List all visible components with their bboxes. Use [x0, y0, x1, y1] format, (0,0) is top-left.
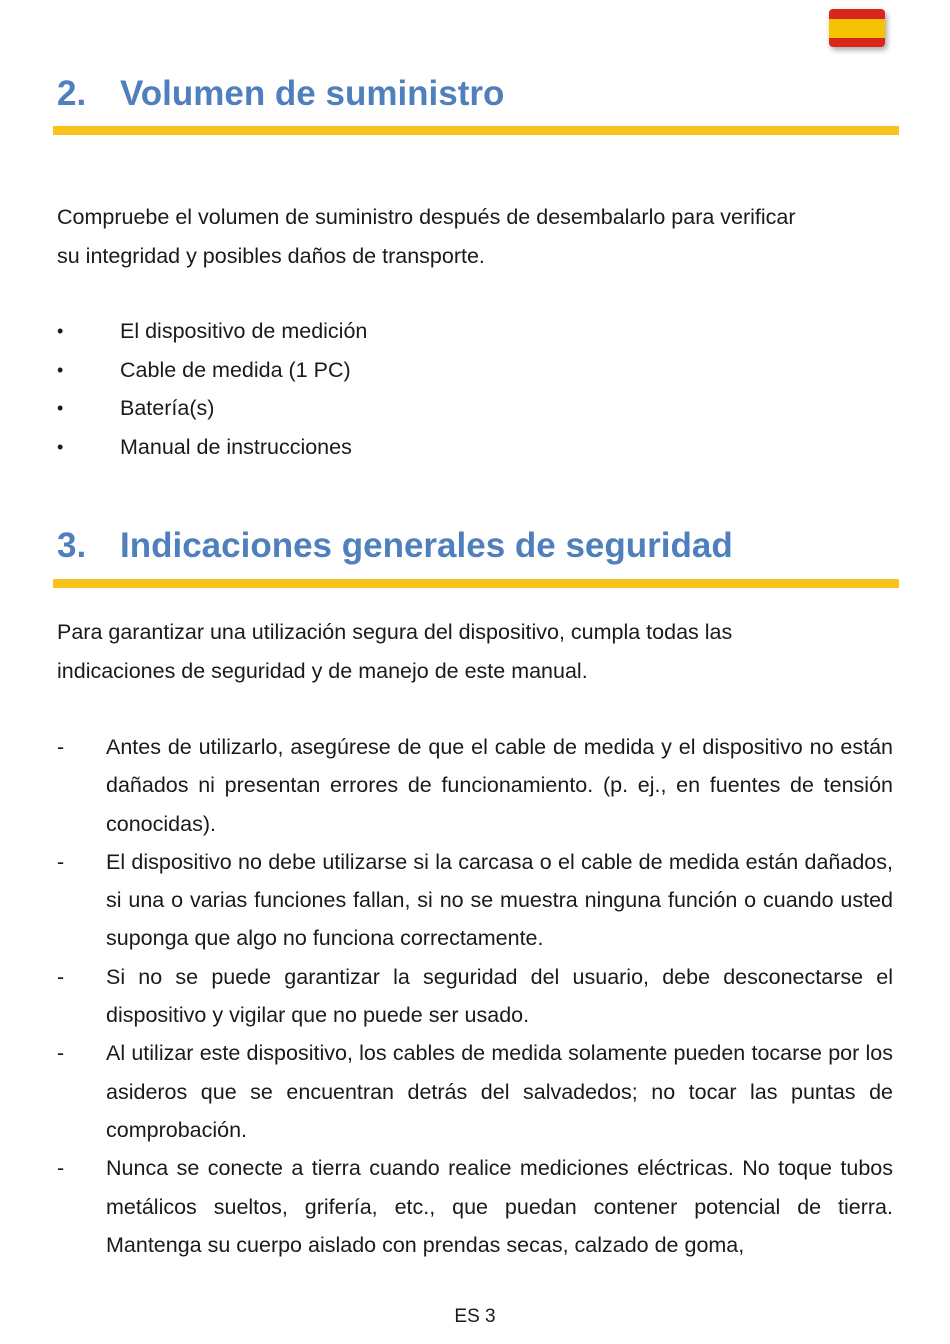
dash-marker: -	[57, 1041, 65, 1066]
list-item-text: El dispositivo de medición	[120, 319, 368, 343]
list-item	[57, 312, 367, 351]
dash-marker: -	[57, 735, 65, 759]
safety-list	[57, 728, 893, 1264]
section-2-intro	[57, 198, 893, 275]
bullet-icon: •	[57, 321, 64, 341]
list-item	[57, 1034, 893, 1149]
bullet-icon: •	[57, 436, 64, 457]
section-3-intro	[57, 613, 893, 690]
bullet-icon: •	[57, 398, 64, 418]
section-2-intro-line-2: su integridad y posibles daños de transporte.	[57, 243, 485, 268]
section-2-title: Volumen de suministro	[120, 74, 505, 113]
section-3-intro-line-2: indicaciones de seguridad y de manejo de este manual.	[57, 658, 588, 683]
page-number: ES 3	[454, 1306, 496, 1327]
list-item-text: Nunca se conecte a tierra cuando realice mediciones eléctricas. No toque tubos metálicos sueltos, grifería, etc., que puedan contener potencial de tierra. Mantenga su cuerpo aislado con prendas secas, calzado de goma,	[106, 1156, 893, 1257]
flag-stripe-bottom	[829, 38, 885, 48]
list-item	[57, 389, 367, 428]
list-item	[57, 351, 367, 390]
list-item	[57, 1149, 893, 1264]
list-item	[57, 843, 893, 958]
list-item-text: Antes de utilizarlo, asegúrese de que el cable de medida y el dispositivo no están dañados ni presentan errores de funcionamiento. (p. ej., en fuentes de tensión conocidas).	[106, 735, 893, 836]
section-3-rule	[53, 579, 899, 588]
section-3-number: 3.	[57, 526, 87, 565]
dash-marker: -	[57, 849, 65, 874]
section-2-intro-line-1: Compruebe el volumen de suministro después de desembalarlo para verificar	[57, 205, 796, 229]
section-2-rule	[53, 126, 899, 135]
supply-list	[57, 312, 367, 466]
list-item	[57, 728, 893, 843]
list-item-text: Si no se puede garantizar la seguridad del usuario, debe desconectarse el dispositivo y vigilar que no puede ser usado.	[106, 964, 893, 1028]
list-item-text: Batería(s)	[120, 396, 215, 420]
section-2-heading	[57, 74, 504, 114]
section-3-title: Indicaciones generales de seguridad	[120, 526, 733, 565]
list-item-text: Manual de instrucciones	[120, 434, 352, 459]
section-3-heading	[57, 526, 733, 566]
bullet-icon: •	[57, 359, 64, 380]
list-item-text: Al utilizar este dispositivo, los cables de medida solamente pueden tocarse por los asideros que se encuentran detrás del salvadedos; no tocar las puntas de comprobación.	[106, 1041, 893, 1142]
dash-marker: -	[57, 964, 65, 989]
section-2-number: 2.	[57, 74, 87, 113]
dash-marker: -	[57, 1156, 65, 1181]
section-3-intro-line-1: Para garantizar una utilización segura del dispositivo, cumpla todas las	[57, 620, 733, 644]
list-item	[57, 428, 367, 467]
list-item-text: El dispositivo no debe utilizarse si la carcasa o el cable de medida están dañados, si una o varias funciones fallan, si no se muestra ninguna función o cuando usted suponga que algo no funciona correctamente.	[106, 849, 893, 951]
list-item-text: Cable de medida (1 PC)	[120, 357, 351, 382]
flag-stripe-middle	[829, 19, 885, 38]
flag-stripe-top	[829, 9, 885, 19]
spain-flag-icon	[829, 9, 885, 47]
list-item	[57, 958, 893, 1035]
